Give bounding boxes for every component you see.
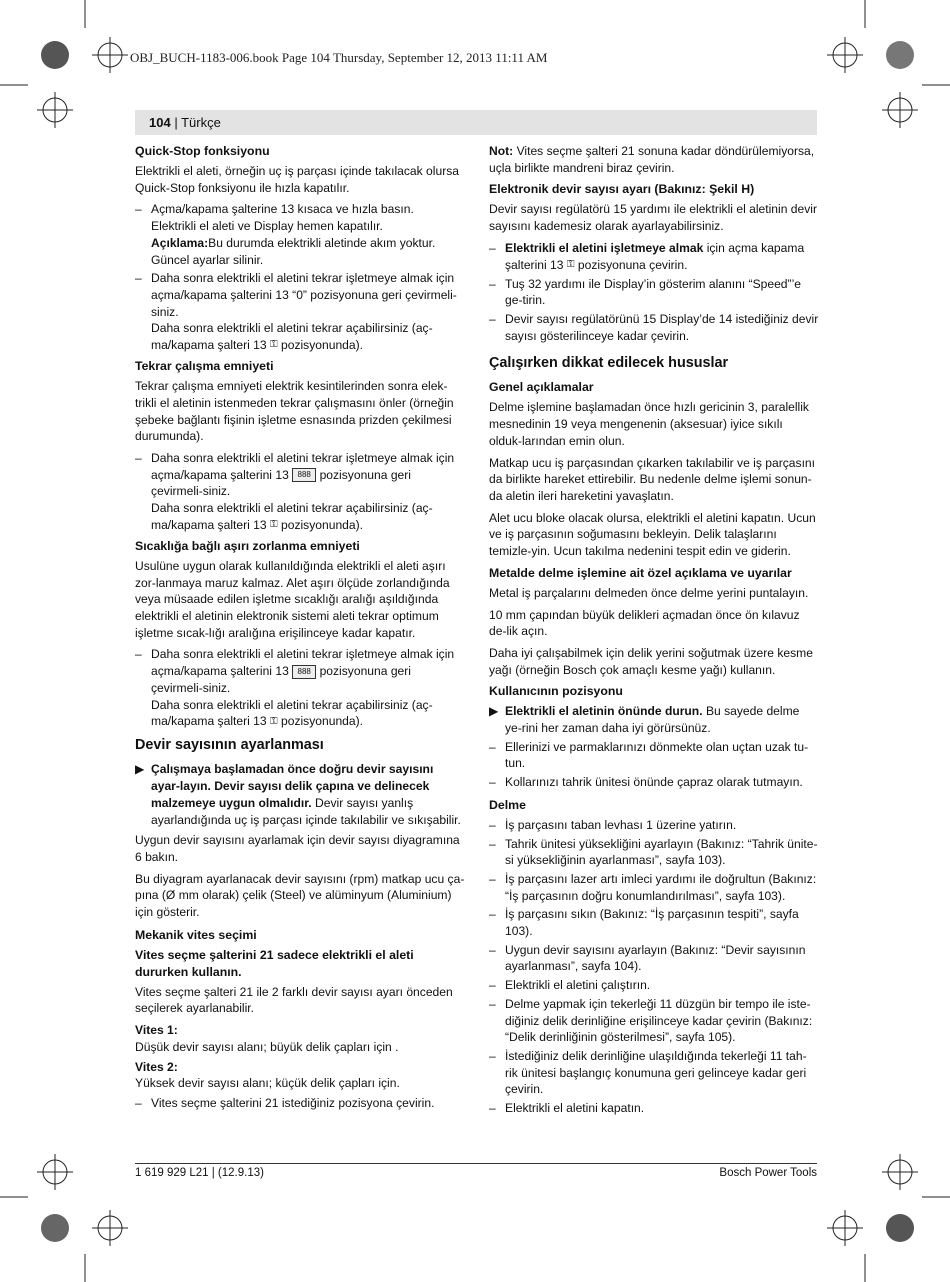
footer-code: 1 619 929 L21 | (12.9.13) [135,1167,264,1179]
list-item: – Tahrik ünitesi yüksekliğini ayarlayın (Bakınız: “Tahrik ünite-si yüksekliğinin ayarlanması”, sayfa 103). [489,836,818,868]
list-item: ▶ Çalışmaya başlamadan önce doğru devir sayısını ayar-layın. Devir sayısı delik çapına ve delinecek malzemeye uygun olmalıdır. Devir sayısı yanlış ayarlandığında uç iş parçası içinde takılabilir ve sıkışabilir. [135,762,461,827]
page-language: Türkçe [181,115,221,130]
list-item: – Ellerinizi ve parmaklarınızı dönmekte olan uçtan uzak tu-tun. [489,739,809,771]
left-column [135,143,465,1114]
paragraph: Daha iyi çalışabilmek için delik yerini soğutmak üzere kesme yağı (örneğin Bosch çok amaçlı kesme yağı) kullanın. [489,645,813,677]
gear-1: Vites 1: Düşük devir sayısı alanı; büyük delik çapları için . [135,1023,399,1054]
list-item: – Daha sonra elektrikli el aletini tekrar işletmeye almak için açma/kapama şalterini 13 888 pozisyonuna geri çevirmeli-siniz. Daha sonra elektrikli el aletini tekrar açabilirsiniz (aç-ma/kapama şalteri 13 ⚿ pozisyonunda). [135,646,465,730]
paragraph: Usulüne uygun olarak kullanıldığında elektrikli el aleti aşırı zor-lanmaya maruz kalmaz. Alet aşırı ölçüde zorlandığında veya müsaade edilen işletme sıcaklığı aralığı aşıldığında elektrikli el aletinin elektronik sistemi aleti tekrar optimum işletme sıcak-lığı aralığına erişilinceye kadar kapatır. [135,558,450,640]
list-item: – Devir sayısı regülatörünü 15 Display’de 14 istediğiniz devir sayısı gösterilinceye kadar çevirin. [489,312,819,343]
section-title: Metalde delme işlemine ait özel açıklama ve uyarılar [489,565,792,580]
paragraph: 10 mm çapından büyük delikleri açmadan önce ön kılavuz de-lik açın. [489,607,800,639]
paragraph: Vites seçme şalteri 21 ile 2 farklı devir sayısı ayarı önceden seçilerek ayarlanabilir. [135,984,453,1016]
list-item: – Açma/kapama şalterine 13 kısaca ve hızla basın. Elektrikli el aleti ve Display hemen kapatılır. Açıklama:Bu durumda elektrikli aletinde akım yoktur. Güncel ayarlar silinir. [135,202,436,267]
paragraph: Alet ucu bloke olacak olursa, elektrikli el aletini kapatın. Ucun ve iş parçasının soğumasını bekleyin. Delik talaşlarını temizle-yin. Ucun takılma nedenini tespit edin ve giderin. [489,510,816,559]
list-item: – Elektrikli el aletini çalıştırın. [489,978,651,993]
display-icon: 888 [292,665,316,679]
printer-slug: OBJ_BUCH-1183-006.book Page 104 Thursday, September 12, 2013 11:11 AM [130,50,548,65]
list-item: ▶ Elektrikli el aletinin önünde durun. Bu sayede delme ye-rini her zaman daha iyi görürsünüz. [489,704,800,736]
paragraph: Bu diyagram ayarlanacak devir sayısını (rpm) matkap ucu ça-pına (Ø mm olarak) çelik (Steel) ve alüminyum (Aluminium) için gösterir. [135,871,465,920]
unlock-icon: ⚿ [270,339,278,351]
list-item: – Elektrikli el aletini işletmeye almak için açma kapama şalterini 13 ⚿ pozisyonuna çevirin. [489,240,819,274]
paragraph: Metal iş parçalarını delmeden önce delme yerini puntalayın. [489,585,809,600]
gear-2: Vites 2: Yüksek devir sayısı alanı; küçük delik çapları için. [135,1059,400,1091]
right-column [489,143,819,1119]
unlock-icon: ⚿ [270,715,278,727]
paragraph: Delme işlemine başlamadan önce hızlı gericinin 3, paralellik mesnedinin 19 veya mengenenin (aksesuar) iyice sıkılı olduk-larından emin olun. [489,400,809,448]
paragraph: Devir sayısı regülatörü 15 yardımı ile elektrikli el aletinin devir sayısını kademesiz olarak ayarlayabilirsiniz. [489,202,818,234]
list-item: – Kollarınızı tahrik ünitesi önünde çapraz olarak tutmayın. [489,775,803,790]
section-title: Elektronik devir sayısı ayarı (Bakınız: Şekil H) [489,182,755,197]
list-item: – Daha sonra elektrikli el aletini tekrar işletmeye almak için açma/kapama şalterini 13 888 pozisyonuna geri çevirmeli-siniz. Daha sonra elektrikli el aletini tekrar açabilirsiniz (aç-ma/kapama şalteri 13 ⚿ pozisyonunda). [135,450,465,534]
section-title: Quick-Stop fonksiyonu [135,144,270,158]
warning-text: Vites seçme şalterini 21 sadece elektrikli el aleti dururken kullanın. [135,947,414,979]
display-icon: 888 [292,468,316,482]
list-item: – İstediğiniz delik derinliğine ulaşıldığında tekerleği 11 tah-rik ünitesi başlangıç konumuna geri gelinceye kadar geri çevirin. [489,1048,807,1097]
list-item: – Delme yapmak için tekerleği 11 düzgün bir tempo ile iste-diğiniz delik derinliğine erişilinceye kadar çevirin (Bakınız: “Delik derinliğinin gösterilmesi”, sayfa 105). [489,996,813,1045]
section-heading: Devir sayısının ayarlanması [135,737,324,754]
list-item: – Daha sonra elektrikli el aletini tekrar işletmeye almak için açma/kapama şalterini 13 “0” pozisyonuna geri çevirmeli-siniz. Daha sonra elektrikli el aletini tekrar açabilirsiniz (aç-ma/kapama şalteri 13 ⚿ pozisyonunda). [135,270,465,354]
note: Not: Vites seçme şalteri 21 sonuna kadar döndürülemiyorsa, uçla birlikte mandreni biraz çevirin. [489,144,815,175]
list-item: – İş parçasını sıkın (Bakınız: “İş parçasının tespiti”, sayfa 103). [489,907,799,939]
list-item: – İş parçasını taban levhası 1 üzerine yatırın. [489,817,737,832]
footer-brand: Bosch Power Tools [719,1167,817,1179]
section-title: Genel açıklamalar [489,380,594,395]
footer-rule [135,1163,817,1164]
unlock-icon: ⚿ [270,519,278,531]
list-item: – Uygun devir sayısını ayarlayın (Bakınız: “Devir sayısının ayarlanması”, sayfa 104). [489,942,806,974]
section-title: Mekanik vites seçimi [135,927,257,942]
section-title: Tekrar çalışma emniyeti [135,359,274,374]
drilling-steps [489,817,819,1117]
section-title: Sıcaklığa bağlı aşırı zorlanma emniyeti [135,538,360,553]
list-item: – Tuş 32 yardımı ile Display’in gösterim alanını “Speed”’e ge-tirin. [489,276,801,308]
section-title: Kullanıcının pozisyonu [489,684,623,699]
paragraph: Tekrar çalışma emniyeti elektrik kesintilerinden sonra elek-trikli el aletinin istenmeden tekrar çalışmasını önler (örneğin şebeke bağlantı fişinin işletme esnasında prizden çekilmesi durumunda). [135,379,454,444]
page-number: 104 [149,115,171,130]
page-header: 104 | Türkçe [135,110,817,135]
paragraph: Matkap ucu iş parçasından çıkarken takılabilir ve iş parçasını da birlikte hareket ettirebilir. Bu nedenle delme işlemi sonun-da aletin ileri hareketini yavaşlatın. [489,455,816,503]
section-title: Delme [489,797,526,812]
list-item: – İş parçasını lazer artı imleci yardımı ile doğrultun (Bakınız: “İş parçasının doğru konumlandırılması”, sayfa 103). [489,871,817,903]
paragraph: Uygun devir sayısını ayarlamak için devir sayısı diyagramına 6 bakın. [135,833,460,864]
list-item: – Vites seçme şalterini 21 istediğiniz pozisyona çevirin. [135,1095,435,1110]
paragraph: Elektrikli el aleti, örneğin uç iş parçası içinde takılacak olursa Quick-Stop fonksiyonu ile hızla kapatılır. [135,164,459,195]
section-heading: Çalışırken dikkat edilecek hususlar [489,355,729,372]
list-item: – Elektrikli el aletini kapatın. [489,1101,645,1116]
unlock-icon: ⚿ [566,258,575,270]
